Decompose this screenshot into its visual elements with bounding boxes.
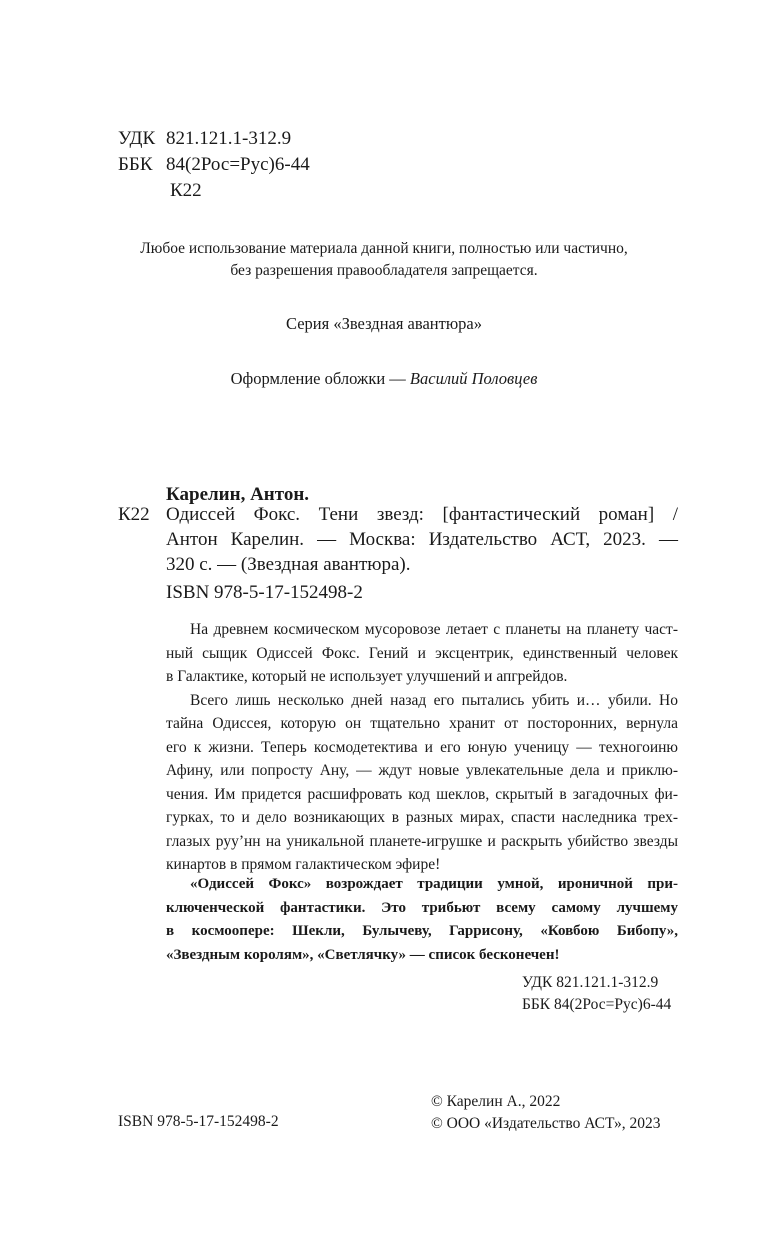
- series-title: Серия «Звездная авантюра»: [286, 314, 482, 333]
- annotation: [166, 618, 678, 877]
- author-mark-bib: К22: [118, 504, 150, 525]
- promo-text: [166, 873, 678, 967]
- annotation-line: гурках, то и дело возникающих в разных мирах, спасти наследника трех-: [166, 809, 678, 826]
- udk-label: УДК: [118, 128, 156, 149]
- udk-value: 821.121.1-312.9: [166, 128, 292, 149]
- classification-block: [118, 126, 310, 204]
- promo-line: в космоопере: Шекли, Булычеву, Гаррисону, «Ковбою Бибопу»,: [166, 923, 678, 939]
- promo-line: «Одиссей Фокс» возрождает традиции умной, ироничной при-: [190, 876, 678, 892]
- bib-line: Одиссей Фокс. Тени звезд: [фантастический роман] /: [166, 504, 678, 525]
- author-heading: Карелин, Антон.: [166, 484, 310, 505]
- bbk-label: ББК: [118, 154, 153, 175]
- footer-bbk: ББК 84(2Рос=Рус)6-44: [522, 996, 672, 1013]
- copyright-notice: [0, 238, 768, 282]
- annotation-line: Афину, или попросту Ану, — ждут новые увлекательные дела и приклю-: [166, 762, 678, 779]
- bib-line: 320 с. — (Звездная авантюра).: [166, 554, 411, 575]
- promo-line: ключенческой фантастики. Это трибьют всему самому лучшему: [166, 899, 678, 916]
- annotation-line: в Галактике, который не использует улучшений и апгрейдов.: [166, 668, 568, 685]
- annotation-line: глазых руу’нн на уникальной планете-игрушке и раскрыть убийство звезды: [166, 832, 678, 850]
- annotation-line: Всего лишь несколько дней назад его пытались убить и… убили. Но: [190, 691, 678, 709]
- bbk-value: 84(2Рос=Рус)6-44: [166, 154, 310, 175]
- footer-isbn: ISBN 978-5-17-152498-2: [118, 1113, 279, 1130]
- footer-classification: [522, 972, 671, 1016]
- footer-udk: УДК 821.121.1-312.9: [522, 974, 659, 991]
- notice-line: Любое использование материала данной книги, полностью или частично,: [140, 240, 628, 257]
- annotation-line: кинартов в прямом галактическом эфире!: [166, 856, 441, 873]
- annotation-line: его к жизни. Теперь космодетектива и его юную ученицу — техногоиню: [166, 738, 678, 756]
- annotation-line: тайна Одиссея, которую он тщательно хранит от посторонних, вернула: [166, 715, 678, 732]
- notice-line: без разрешения правообладателя запрещается.: [230, 262, 538, 279]
- annotation-line: ный сыщик Одиссей Фокс. Гений и эксцентрик, единственный человек: [166, 644, 678, 662]
- copyright-line: © Карелин А., 2022: [431, 1093, 561, 1110]
- cover-artist: Василий Половцев: [409, 369, 538, 388]
- cover-credit-label: Оформление обложки —: [230, 369, 410, 388]
- cover-credit: [0, 369, 768, 389]
- bibliographic-record: [166, 502, 678, 577]
- isbn: ISBN 978-5-17-152498-2: [166, 582, 363, 603]
- annotation-line: чения. Им придется расшифровать код шеклов, скрытый в загадочных фи-: [166, 785, 678, 803]
- copyright-line: © ООО «Издательство АСТ», 2023: [431, 1115, 661, 1132]
- bib-line: Антон Карелин. — Москва: Издательство АСТ, 2023. —: [166, 529, 678, 550]
- author-mark: К22: [170, 180, 202, 201]
- annotation-line: На древнем космическом мусоровозе летает с планеты на планету част-: [190, 621, 678, 638]
- copyright-block: [431, 1091, 661, 1135]
- promo-line: «Звездным королям», «Светлячку» — список бесконечен!: [166, 946, 560, 963]
